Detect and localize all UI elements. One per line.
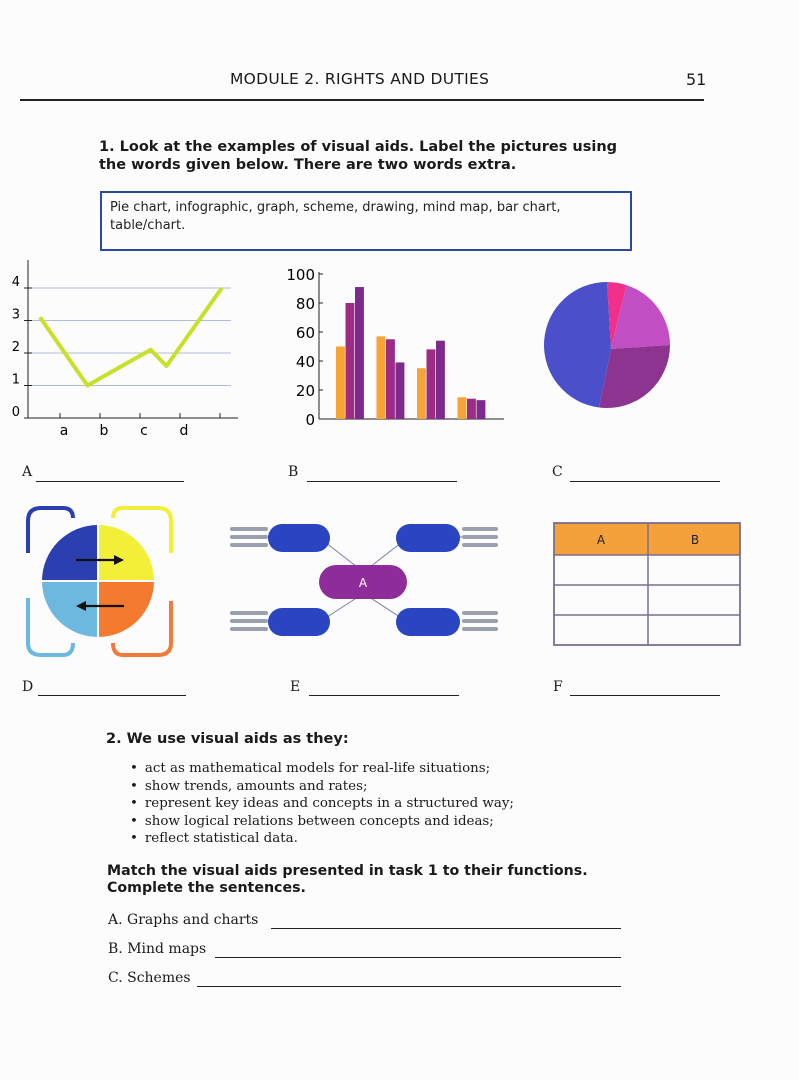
bar — [396, 362, 405, 419]
quadrant-blue — [42, 525, 98, 581]
sentence-b: B. Mind maps — [108, 941, 207, 957]
y-tick-label: 3 — [11, 307, 20, 323]
answer-line-c[interactable] — [570, 481, 720, 482]
task1-instruction: 1. Look at the examples of visual aids. Label the pictures using the words given below. There are two words extra. — [99, 139, 618, 173]
bar — [355, 287, 364, 419]
y-tick-label: 80 — [295, 295, 315, 313]
label-d: D — [22, 679, 34, 695]
answer-line-sentence-c[interactable] — [197, 986, 621, 987]
figure-c-pie-chart — [540, 282, 675, 410]
label-e: E — [290, 679, 301, 695]
label-a: A — [22, 464, 33, 480]
quadrant-light-blue — [42, 581, 98, 637]
bar — [346, 303, 355, 419]
branch-lines-right-top — [462, 527, 498, 547]
table-header-cell: B — [690, 533, 700, 547]
x-tick-label: d — [179, 423, 189, 439]
task2-bullet-list — [130, 760, 514, 848]
word-box: Pie chart, infographic, graph, scheme, drawing, mind map, bar chart, table/chart. — [100, 191, 632, 251]
branch-lines-right-bottom — [462, 611, 498, 631]
x-tick-label: c — [140, 423, 148, 439]
table-header-cell: A — [596, 533, 606, 547]
bar — [336, 347, 345, 420]
figure-d-infographic — [18, 503, 178, 663]
quadrant-yellow — [98, 525, 154, 581]
quadrant-orange — [98, 581, 154, 637]
bar — [458, 397, 467, 419]
bar — [427, 349, 436, 419]
list-item: • show logical relations between concepts and ideas; — [130, 813, 514, 831]
line-series — [40, 288, 222, 386]
bar — [386, 339, 395, 419]
mindmap-center-label: A — [358, 576, 368, 590]
mindmap-node-bottom-right — [396, 608, 460, 636]
list-item: • reflect statistical data. — [130, 830, 514, 848]
list-item: • represent key ideas and concepts in a structured way; — [130, 795, 514, 813]
branch-lines-left-top — [230, 527, 268, 547]
sentence-a: A. Graphs and charts — [108, 912, 259, 928]
task2-heading: 2. We use visual aids as they: — [106, 731, 349, 747]
page-header-title: MODULE 2. RIGHTS AND DUTIES — [230, 70, 490, 88]
sentence-c: C. Schemes — [108, 970, 191, 986]
x-tick-label: b — [99, 423, 109, 439]
x-tick-label: a — [59, 423, 69, 439]
answer-line-sentence-a[interactable] — [271, 928, 621, 929]
bar — [477, 400, 486, 419]
answer-line-f[interactable] — [570, 695, 720, 696]
pie-slice — [544, 282, 611, 408]
answer-line-e[interactable] — [309, 695, 459, 696]
y-tick-label: 60 — [295, 324, 315, 342]
answer-line-d[interactable] — [38, 695, 186, 696]
y-tick-label: 0 — [11, 405, 20, 420]
bar — [377, 336, 386, 419]
y-tick-label: 40 — [295, 353, 315, 371]
branch-lines-left-bottom — [230, 611, 268, 631]
task3-instruction: Match the visual aids presented in task 1 to their functions. Complete the sentences. — [107, 863, 588, 896]
answer-line-sentence-b[interactable] — [215, 957, 621, 958]
answer-line-b[interactable] — [307, 481, 457, 482]
figure-e-mind-map — [226, 515, 501, 645]
header-divider — [20, 99, 704, 101]
page-number: 51 — [686, 70, 707, 89]
label-b: B — [288, 464, 299, 480]
label-f: F — [553, 679, 563, 695]
y-tick-label: 4 — [11, 275, 20, 290]
y-tick-label: 2 — [11, 340, 20, 355]
mindmap-node-top-left — [268, 524, 330, 552]
label-c: C — [552, 464, 563, 480]
mindmap-node-bottom-left — [268, 608, 330, 636]
y-tick-label: 1 — [11, 372, 20, 388]
y-tick-label: 0 — [305, 411, 315, 429]
figure-a-line-graph — [11, 255, 248, 445]
y-tick-label: 20 — [295, 382, 315, 400]
mindmap-node-top-right — [396, 524, 460, 552]
bar — [417, 368, 426, 419]
list-item: • show trends, amounts and rates; — [130, 778, 514, 796]
figure-b-bar-chart — [282, 262, 512, 432]
bar — [436, 341, 445, 419]
bar — [467, 399, 476, 419]
answer-line-a[interactable] — [36, 481, 184, 482]
table-header-row — [554, 523, 740, 555]
figure-f-table — [553, 522, 743, 646]
list-item: • act as mathematical models for real-life situations; — [130, 760, 514, 778]
y-tick-label: 100 — [286, 266, 315, 284]
